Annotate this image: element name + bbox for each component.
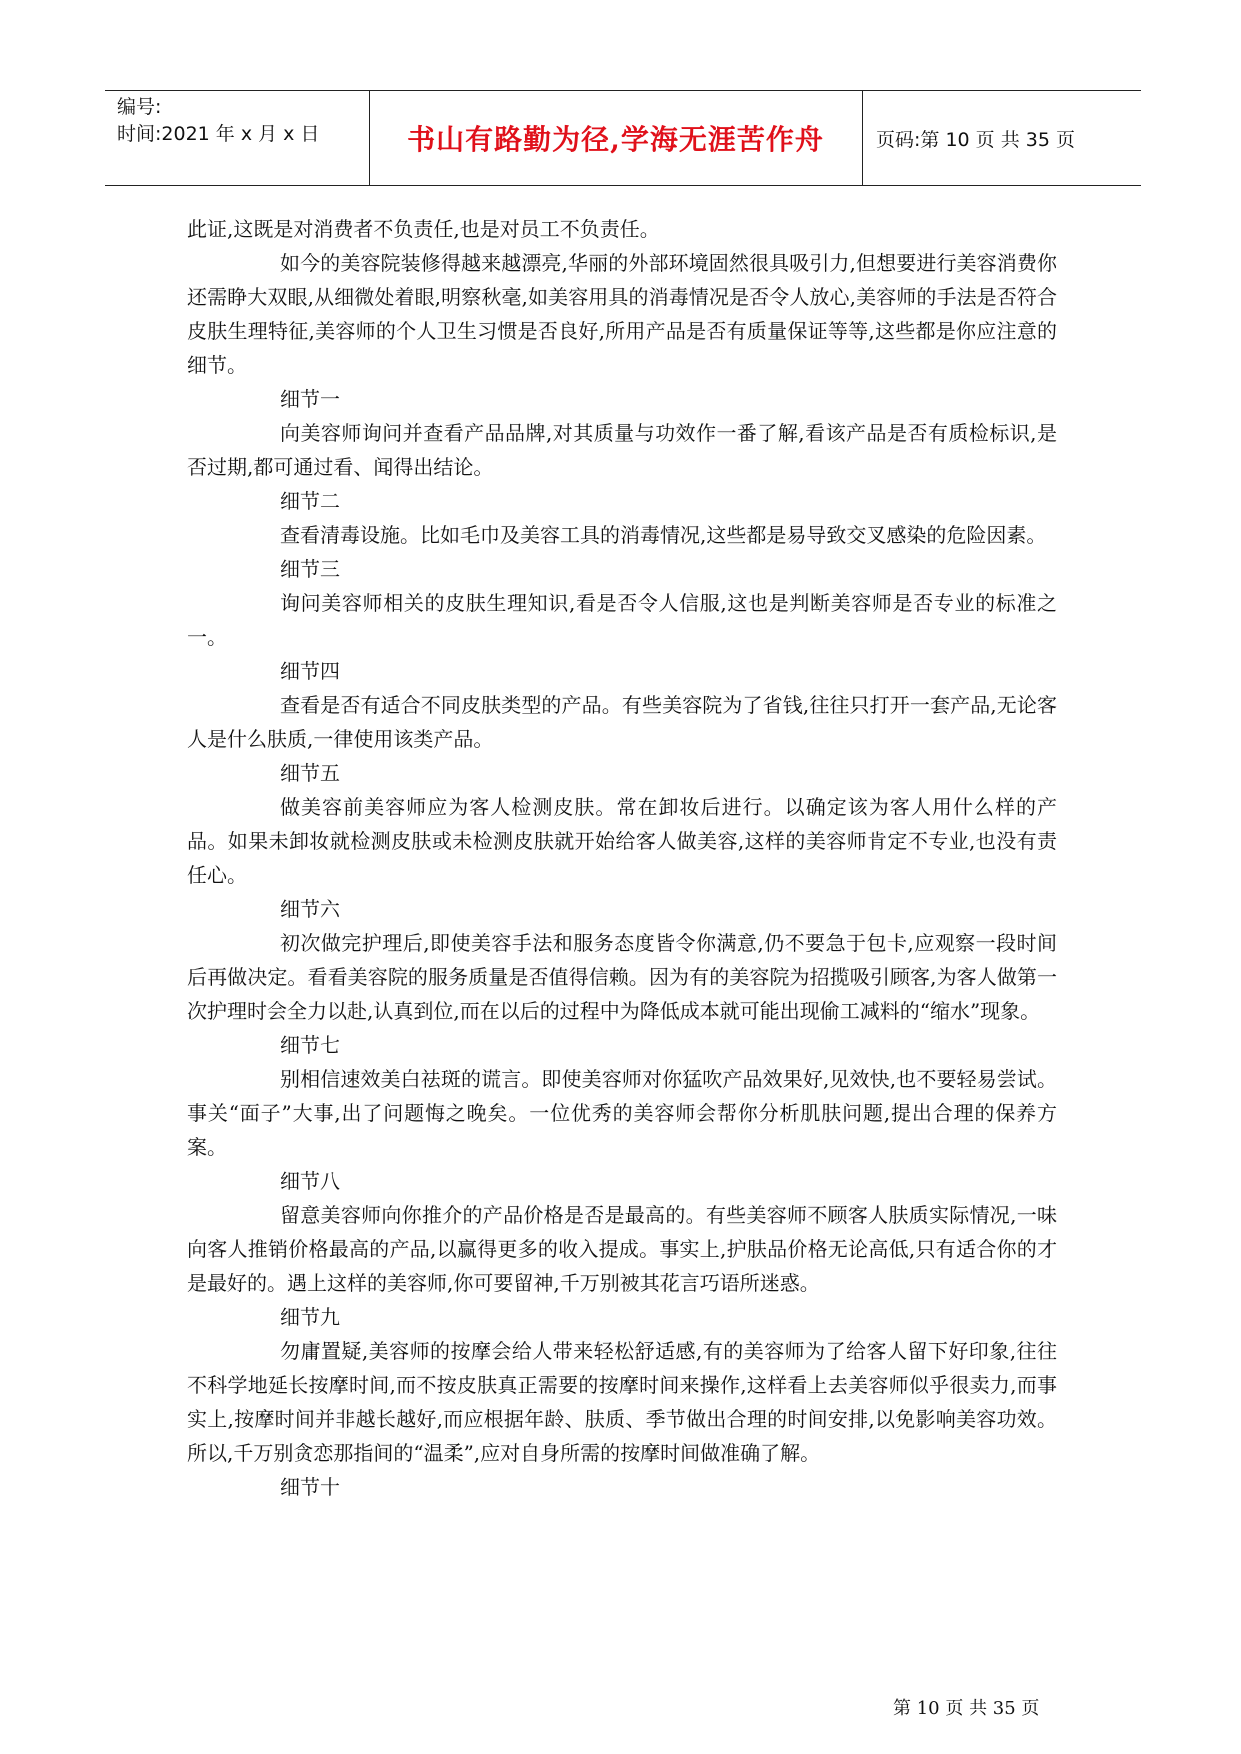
document-body <box>187 212 1057 1504</box>
header-meta-cell <box>105 91 370 185</box>
body-paragraph: 查看清毒设施。比如毛巾及美容工具的消毒情况,这些都是易导致交叉感染的危险因素。 <box>280 523 1047 547</box>
body-paragraph: 做美容前美容师应为客人检测皮肤。常在卸妆后进行。以确定该为客人用什么样的产品。如果未卸妆就检测皮肤或未检测皮肤就开始给客人做美容,这样的美容师肯定不专业,也没有责任心。 <box>187 795 1057 887</box>
section-heading: 细节六 <box>280 897 340 921</box>
body-paragraph: 别相信速效美白祛斑的谎言。即使美容师对你猛吹产品效果好,见效快,也不要轻易尝试。事关“面子”大事,出了问题悔之晚矣。一位优秀的美容师会帮你分析肌肤问题,提出合理的保养方案。 <box>187 1067 1057 1159</box>
body-paragraph: 向美容师询问并查看产品品牌,对其质量与功效作一番了解,看该产品是否有质检标识,是否过期,都可通过看、闻得出结论。 <box>187 421 1057 479</box>
section-heading: 细节一 <box>280 387 340 411</box>
header-page-info: 页码:第 10 页 共 35 页 <box>876 128 1075 151</box>
body-paragraph: 留意美容师向你推介的产品价格是否是最高的。有些美容师不顾客人肤质实际情况,一味向客人推销价格最高的产品,以赢得更多的收入提成。事实上,护肤品价格无论高低,只有适合你的才是最好的。遇上这样的美容师,你可要留神,千万别被其花言巧语所迷惑。 <box>187 1203 1057 1295</box>
header-page-cell <box>862 91 1141 185</box>
section-heading: 细节二 <box>280 489 340 513</box>
section-heading: 细节八 <box>280 1169 340 1193</box>
section-heading: 细节三 <box>280 557 340 581</box>
document-time-label: 时间:2021 年 x 月 x 日 <box>117 123 320 145</box>
header-table <box>105 90 1141 186</box>
body-paragraph: 如今的美容院装修得越来越漂亮,华丽的外部环境固然很具吸引力,但想要进行美容消费你还需睁大双眼,从细微处着眼,明察秋毫,如美容用具的消毒情况是否令人放心,美容师的手法是否符合皮肤生理特征,美容师的个人卫生习惯是否良好,所用产品是否有质量保证等等,这些都是你应注意的细节。 <box>187 251 1057 377</box>
page-footer: 第 10 页 共 35 页 <box>893 1698 1040 1719</box>
section-heading: 细节四 <box>280 659 340 683</box>
body-paragraph: 勿庸置疑,美容师的按摩会给人带来轻松舒适感,有的美容师为了给客人留下好印象,往往不科学地延长按摩时间,而不按皮肤真正需要的按摩时间来操作,这样看上去美容师似乎很卖力,而事实上,按摩时间并非越长越好,而应根据年龄、肤质、季节做出合理的时间安排,以免影响美容功效。所以,千万别贪恋那指间的“温柔”,应对自身所需的按摩时间做准确了解。 <box>187 1339 1057 1465</box>
body-paragraph: 查看是否有适合不同皮肤类型的产品。有些美容院为了省钱,往往只打开一套产品,无论客人是什么肤质,一律使用该类产品。 <box>187 693 1057 751</box>
body-paragraph: 询问美容师相关的皮肤生理知识,看是否令人信服,这也是判断美容师是否专业的标准之一。 <box>187 591 1057 649</box>
section-heading: 细节十 <box>280 1475 340 1499</box>
body-paragraph: 此证,这既是对消费者不负责任,也是对员工不负责任。 <box>187 217 660 241</box>
body-paragraph: 初次做完护理后,即使美容手法和服务态度皆令你满意,仍不要急于包卡,应观察一段时间后再做决定。看看美容院的服务质量是否值得信赖。因为有的美容院为招揽吸引顾客,为客人做第一次护理时会全力以赴,认真到位,而在以后的过程中为降低成本就可能出现偷工减料的“缩水”现象。 <box>187 931 1057 1023</box>
header-motto: 书山有路勤为径,学海无涯苦作舟 <box>407 123 824 156</box>
header-motto-cell <box>369 91 863 185</box>
document-number-label: 编号: <box>117 96 162 118</box>
section-heading: 细节九 <box>280 1305 340 1329</box>
section-heading: 细节七 <box>280 1033 340 1057</box>
section-heading: 细节五 <box>280 761 340 785</box>
